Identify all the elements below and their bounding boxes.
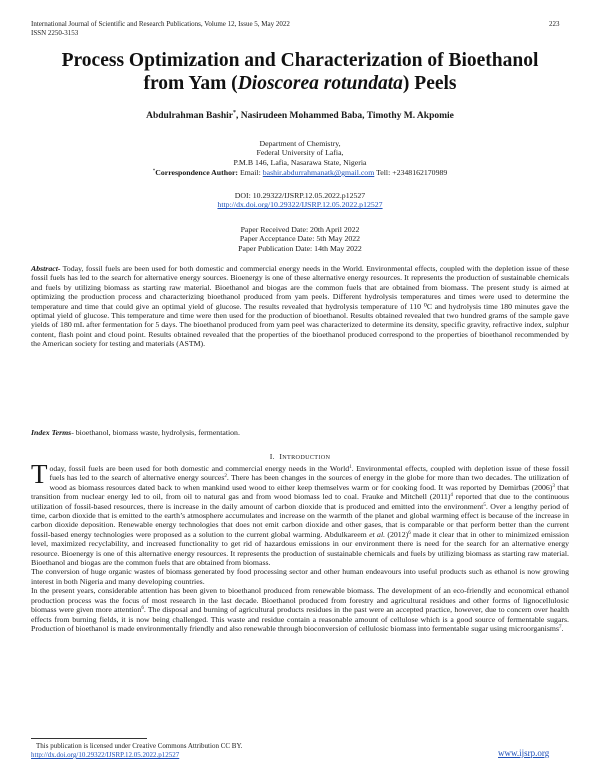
affiliation-line: Federal University of Lafia, xyxy=(256,148,344,158)
text-run: . Over a lengthy period of time, carbon dioxide that is emitted to the earth’s atmosphere accumulates and increase on the warmth of the planet and global warming effect is because of the increase in carbon dioxide deposition. Renewable energy technologies that does not emit carbon dioxide and other gases, that is comparable or that perform better than the current fossil-based energy technologies were proposed as a solution to the current global warming. Abdulkareem xyxy=(31,501,570,539)
text-run: that transition from nuclear energy led to oil, from oil to natural gas and from wood biomass led to coal. Frauke and Mitchell (2011) xyxy=(31,482,569,502)
abstract xyxy=(31,264,569,349)
citation: 6 xyxy=(141,606,144,612)
section-title-cap: I xyxy=(279,452,283,461)
page-number: 223 xyxy=(549,20,560,28)
text-run: (2012) xyxy=(385,529,409,539)
drop-cap: T xyxy=(31,459,48,489)
paper-title xyxy=(20,49,580,95)
paragraph xyxy=(31,586,569,633)
abstract-label: Abstract- xyxy=(31,264,61,273)
telephone: Tell: +2348162170989 xyxy=(374,168,448,177)
title-part: from Yam ( xyxy=(143,73,238,94)
published-date: Paper Publication Date: 14th May 2022 xyxy=(238,243,362,253)
et-al: et al. xyxy=(369,529,386,539)
paragraph: The conversion of huge organic wastes of biomass generated by food processing sector and other human endeavours into useful products such as ethanol is now growing interest in both Nigeria and many developing countries. xyxy=(31,567,569,586)
text-run: . Environmental effects, coupled with depletion issue of these fossil fuels has led to the search of alternative energy sources xyxy=(49,464,569,483)
paragraph xyxy=(31,459,570,568)
affiliation-line: P.M.B 146, Lafia, Nasarawa State, Nigeria xyxy=(233,157,367,167)
correspondence xyxy=(0,167,600,177)
title-line-2 xyxy=(20,72,580,95)
text-run: In the present years, considerable attention has been given to bioethanol produced from renewable biomass. The development of an eco-friendly and economical ethanol production process was the focus of most research in the last decade. Bioethanol produced from forestry and agricultural residues and other forms of lignocellulosic biomass were given more attention xyxy=(31,586,569,615)
email-label: Email: xyxy=(238,168,263,177)
citation: 1 xyxy=(349,465,352,470)
abstract-text: Today, fossil fuels are been used for both domestic and commercial energy needs in the World. Environmental effects, coupled with the depletion issue of these fossil fuels has led to the search for alternative energy sources. Bioenergy is one of these alternative energy resources. It represents the production of sustainable chemicals and fuels by utilizing biomass as starting raw material. Bioethanol and biogas are the common fuels that are obtained from biomass. The present study is aimed at optimizing the production process and characterizing bioethanol produced from yam peels. Different hydrolysis temperatures and times were used to determine the temperature and time that could give an optimal yield of glucose. The results revealed that hydrolysis temperature of 110 ⁰C and hydrolysis time 180 minutes gave the optimal yield of glucose. This temperature and time were then used for the production of bioethanol. Results obtained revealed that two hundred grams of the sample gave yields of 180 mL after fermentation for 5 days. The bioethanol produced from yam peel was characterized to determine its density, specific gravity, refractive index, sulphur content, flash point and cloud point. Results obtained revealed that the properties of the bioethanol produced correspond to the properties of bioethanol recommended by the American society for testing and materials (ASTM). xyxy=(31,264,569,349)
section-heading xyxy=(0,452,600,463)
section-title-rest: NTRODUCTION xyxy=(282,454,331,461)
text-run: made it clear that in other to minimized emission level, maximized recyclability, and increased functionality to get rid of hazardous emissions in our environment there is need for the search for an alternative energy resource. Bioenergy is one of this alternative energy resources. It represents the production of sustainable chemicals and fuels by utilizing biomass as starting raw material. Bioethanol and biogas are the common fuels that are obtained from biomass. xyxy=(31,529,569,568)
text-run: oday, fossil fuels are been used for both domestic and commercial energy needs in the World xyxy=(49,464,350,473)
citation: 6 xyxy=(408,530,411,536)
issn: ISSN 2250-3153 xyxy=(31,29,79,37)
index-terms xyxy=(31,428,569,437)
citation: 7 xyxy=(558,624,562,630)
website-link[interactable]: www.ijsrp.org xyxy=(498,748,550,758)
text-run: reported that due to the continuous utilization of fossil-based resources, there is increase in the daily amount of carbon dioxide that is produced and emitted into the environment xyxy=(31,492,569,511)
doi-link[interactable]: http://dx.doi.org/10.29322/IJSRP.12.05.2022.p12527 xyxy=(217,200,383,210)
author-names: , Nasirudeen Mohammed Baba, Timothy M. Akpomie xyxy=(235,111,454,121)
title-line-1: Process Optimization and Characterization of Bioethanol xyxy=(61,50,539,71)
citation: 4 xyxy=(450,493,453,499)
index-terms-label: Index Terms xyxy=(31,428,72,437)
index-terms-text: - bioethanol, biomass waste, hydrolysis, fermentation. xyxy=(71,428,240,437)
author-list xyxy=(0,107,600,122)
citation: 3 xyxy=(552,483,555,489)
journal-header: International Journal of Scientific and Research Publications, Volume 12, Issue 5, May 2022 xyxy=(31,20,290,28)
journal-website xyxy=(498,748,549,759)
corresponding-mark: * xyxy=(152,169,156,174)
correspondence-label: Correspondence Author: xyxy=(155,168,239,177)
received-date: Paper Received Date: 20th April 2022 xyxy=(240,225,360,234)
email-link[interactable]: bashir.abdurrahmanatk@gmail.com xyxy=(262,168,375,177)
footer-divider xyxy=(31,738,147,739)
footer-doi-link xyxy=(31,751,179,760)
introduction-body xyxy=(31,459,570,633)
section-number: I. xyxy=(269,452,275,461)
title-part: ) Peels xyxy=(402,73,457,94)
affiliation-line: Department of Chemistry, xyxy=(259,139,341,148)
doi-text: DOI: 10.29322/IJSRP.12.05.2022.p12527 xyxy=(234,191,366,200)
citation: 5 xyxy=(483,502,486,508)
text-run: . xyxy=(561,623,564,633)
citation: 2 xyxy=(224,474,227,480)
text-run: . There has been changes in the sources of energy in the globe for more than two decades. The utilization of wood as biomass resources dated back to when mankind used wood to either keep themselves warm or for cooking food. It was reported by Demirbas (2006) xyxy=(49,473,569,492)
doi-block xyxy=(0,191,600,210)
affiliation xyxy=(0,139,600,167)
footer-doi-url[interactable]: http://dx.doi.org/10.29322/IJSRP.12.05.2022.p12527 xyxy=(31,751,180,759)
species-name: Dioscorea rotundata xyxy=(237,73,403,94)
accepted-date: Paper Acceptance Date: 5th May 2022 xyxy=(239,234,361,244)
license-note: This publication is licensed under Creative Commons Attribution CC BY. xyxy=(36,742,243,750)
author-name: Abdulrahman Bashir xyxy=(146,111,233,121)
paper-dates xyxy=(0,225,600,253)
text-run: . The disposal and burning of agricultural products residues in the past were an accepted practice, however, due to concern over health effects from burning fields, it is now being challenged. This waste and residue contain a reasonable amount of cellulose which is a good source of fermentable sugars. Production of bioethanol is made environmentally friendly and also renewable through bioconversion of cellulosic biomass into fermentable sugar using microorganisms xyxy=(31,605,569,633)
corresponding-mark: * xyxy=(232,110,236,116)
